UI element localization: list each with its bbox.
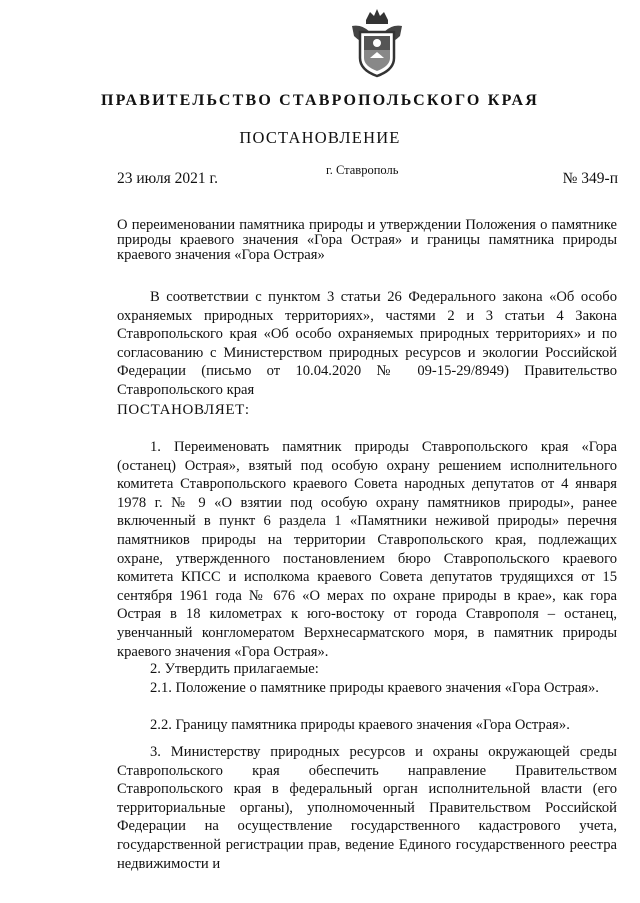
document-date: 23 июля 2021 г. bbox=[117, 170, 218, 187]
decree-heading: ПОСТАНОВЛЯЕТ: bbox=[117, 402, 250, 418]
coat-of-arms-emblem bbox=[348, 6, 406, 81]
document-title: О переименовании памятника природы и утверждении Положения о памятнике природы краевого значения «Гора Острая» и границы памятника природы краевого значения «Гора Острая» bbox=[117, 217, 617, 263]
preamble-paragraph: В соответствии с пунктом 3 статьи 26 Федерального закона «Об особо охраняемых природных территориях», частями 2 и 3 статьи 4 Закона Ставропольского края «Об особо охраняемых природных территориях» и по согласованию с Министерством природных ресурсов и экологии Российской Федерации (письмо от 10.04.2020 № 09-15-29/8949) Правительство Ставропольского края bbox=[117, 289, 617, 398]
document-city: г. Ставрополь bbox=[326, 163, 399, 177]
item-3-paragraph: 3. Министерству природных ресурсов и охраны окружающей среды Ставропольского края обеспечить направление Правительством Ставропольского края в федеральный орган исполнительной власти (его территориальные органы), уполномоченный Правительством Российской Федерации на осуществление государственного кадастрового учета, государственной регистрации прав, ведение Единого государственного реестра недвижимости и bbox=[117, 744, 617, 872]
document-number: № 349-п bbox=[562, 170, 618, 187]
item-2-paragraph: 2. Утвердить прилагаемые: bbox=[150, 661, 319, 677]
item-2-2-paragraph: 2.2. Границу памятника природы краевого значения «Гора Острая». bbox=[150, 717, 570, 733]
item-1-paragraph: 1. Переименовать памятник природы Ставропольского края «Гора (останец) Острая», взятый под особую охрану решением исполнительного комитета Ставропольского краевого Совета народных депутатов от 4 января 1978 г. № 9 «О взятии под особую охрану памятников природы», ранее включенный в пункт 6 раздела 1 «Памятники неживой природы» перечня памятников природы на территории Ставропольского края, подлежащих охране, утвержденного постановлением бюро Ставропольского краевого комитета КПСС и исполкома краевого Совета депутатов трудящихся от 15 сентября 1961 года № 676 «О мерах по охране природы в крае», как гора Острая в 18 километрах к юго-востоку от города Ставрополя – останец, увенчанный конгломератом Верхнесарматского моря, в памятник природы краевого значения «Гора Острая». bbox=[117, 439, 617, 660]
document-type: ПОСТАНОВЛЕНИЕ bbox=[239, 128, 401, 147]
item-2-1-paragraph: 2.1. Положение о памятнике природы краевого значения «Гора Острая». bbox=[150, 680, 599, 696]
organization-name: ПРАВИТЕЛЬСТВО СТАВРОПОЛЬСКОГО КРАЯ bbox=[100, 92, 540, 109]
